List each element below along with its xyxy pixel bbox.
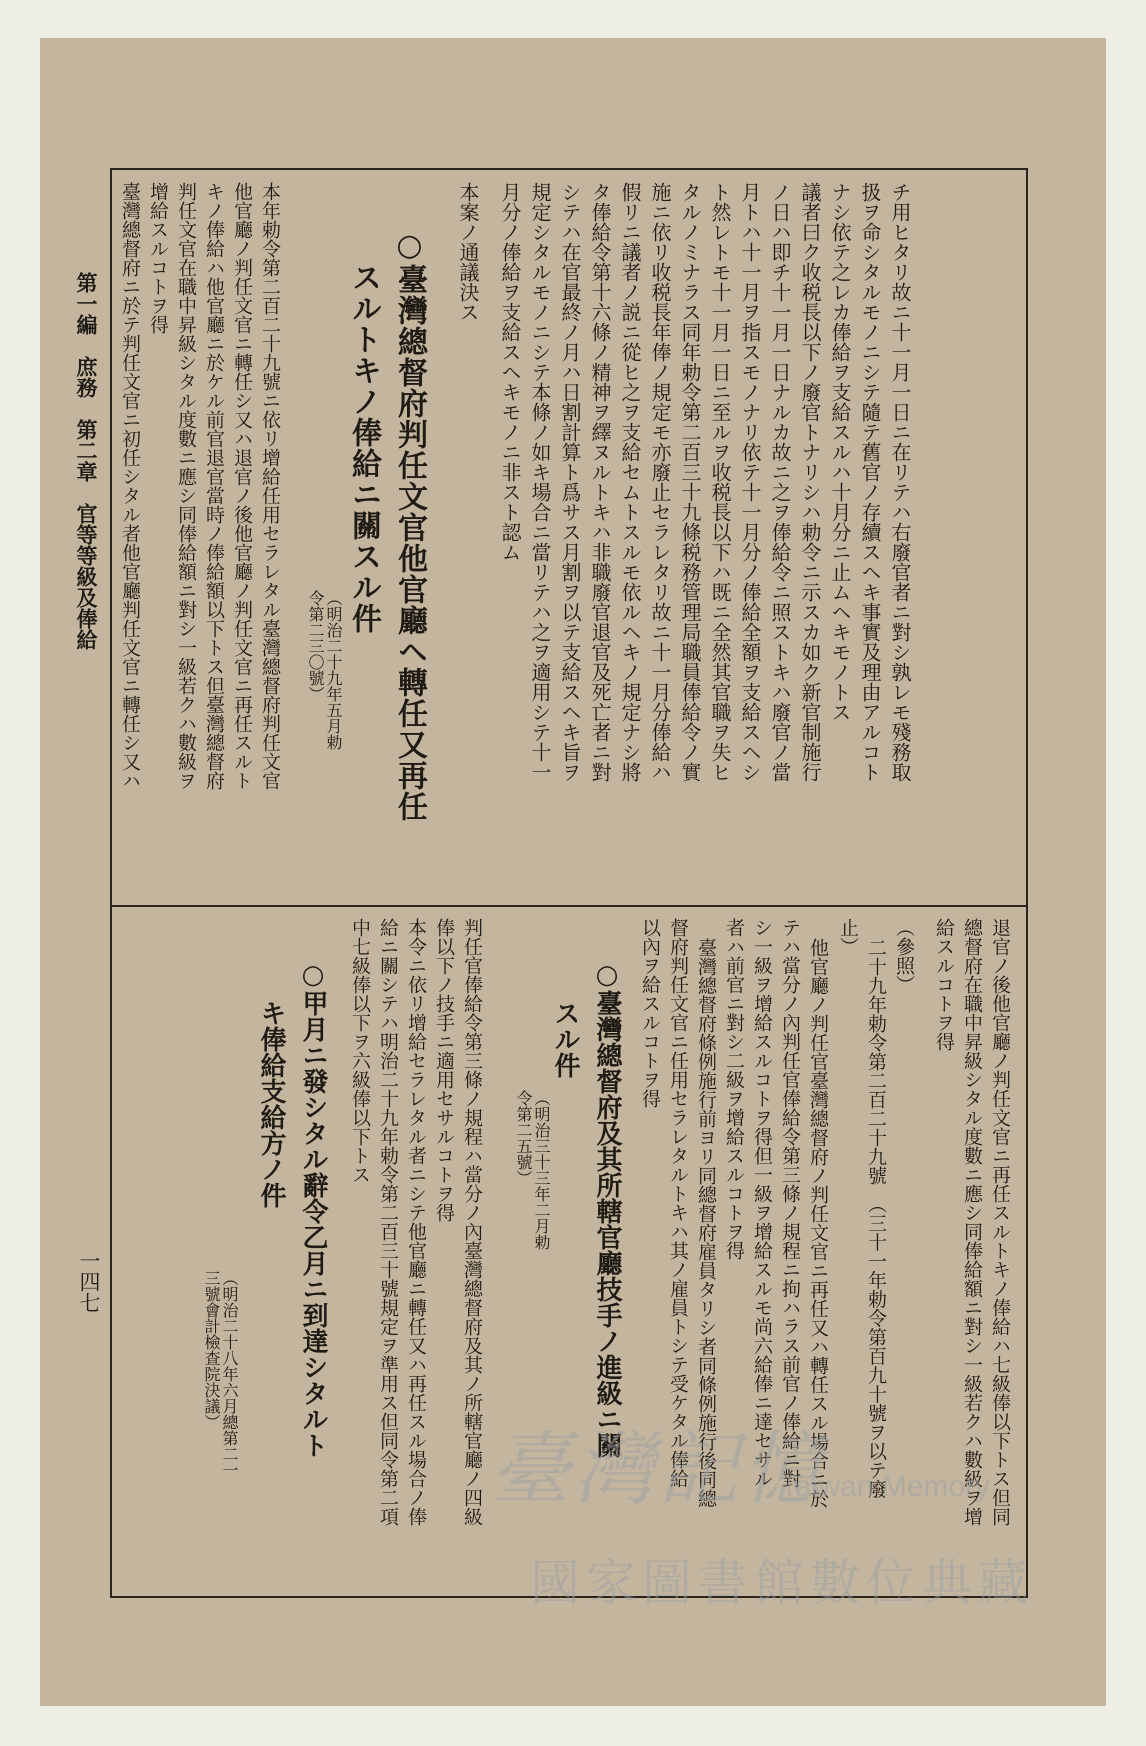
reference-heading: 二十九年勅令第二百二十九號 （三十一年勅令第百九十號ヲ以テ廢 [865, 938, 887, 1499]
text-column: 扱ヲ命シタルモノニシテ隨テ舊官ノ存續スヘキ事實及理由アルコト [858, 182, 882, 782]
text-column: 議者曰ク收税長以下ノ廢官トナリシハ勅令ニ示スカ如ク新官制施行 [798, 182, 822, 782]
reference-heading-end: 止） [837, 918, 859, 956]
chapter-footer: 第一編 庶務 第二章 官等等級及俸給 [74, 272, 99, 650]
article-citation: （明治二十八年六月總第二一三號會計檢查院決議） [202, 1270, 239, 1478]
text-column: 總督府在職中昇級シタル度數ニ應シ同俸給額ニ對シ一級若クハ數級ヲ增 [961, 918, 983, 1526]
text-column: ナシ依テ之レカ俸給ヲ支給スルハ十月分ニ止ムヘキモノトス [828, 182, 852, 722]
text-column: 本令ニ依リ增給セラレタル者ニシテ他官廳ニ轉任又ハ再任スル場合ノ俸 [405, 918, 427, 1526]
text-column: 施ニ依リ收税長年俸ノ規定モ亦廢止セラレタリ故ニ十一月分俸給ハ [648, 182, 672, 782]
article-title: ○甲月ニ發シタル辭令乙月ニ到達シタルト [298, 960, 328, 1458]
text-column: 他官廳ノ判任文官ニ轉任シ又ハ退官ノ後他官廳ノ判任文官ニ再任スルト [231, 182, 253, 790]
article-title-line2: スル件 [550, 1000, 580, 1078]
text-column: 者ハ前官ニ對シ二級ヲ增給スルコトヲ得 [723, 918, 745, 1260]
article-title: ○臺灣總督府及其所轄官廳技手ノ進級ニ關 [592, 960, 622, 1458]
text-column: 俸以下ノ技手ニ適用セサルコトヲ得 [433, 918, 455, 1222]
article-title: ○臺灣總督府判任文官他官廳ヘ轉任又再任 [392, 228, 427, 822]
library-watermark [490, 1395, 1090, 1655]
text-column: 月分ノ俸給ヲ支給スヘキモノニ非スト認ム [498, 182, 522, 562]
article-title-line2: キ俸給支給方ノ件 [256, 1000, 286, 1208]
text-column: 給スルコトヲ得 [933, 918, 955, 1051]
text-column: 增給スルコトヲ得 [147, 182, 169, 334]
text-column: 規定シタルモノニシテ本條ノ如キ場合ニ當リテハ之ヲ適用シテ十一 [528, 182, 552, 782]
text-column: 臺灣總督府ニ於テ判任文官ニ初任シタル者他官廳判任文官ニ轉任シ又ハ [119, 182, 141, 790]
text-column: ト然レトモ十一月一日ニ至ルヲ收税長以下ハ既ニ全然其官職ヲ失ヒ [708, 182, 732, 782]
text-column: テハ當分ノ內判任官俸給令第三條ノ規程ニ拘ハラス前官ノ俸給ニ對 [779, 918, 801, 1488]
text-column: タ俸給令第十六條ノ精神ヲ繹ヌルトキハ非職廢官退官及死亡者ニ對 [588, 182, 612, 782]
reference-label: （參照） [893, 918, 915, 994]
page-number: 一四七 [77, 1250, 101, 1313]
watermark-chinese-text: 國家圖書館數位典藏 [530, 1554, 1034, 1612]
text-column: 判任文官在職中昇級シタル度數ニ應シ同俸給額ニ對シ一級若クハ數級ヲ [175, 182, 197, 790]
text-column: シテハ在官最終ノ月ハ日割計算ト爲サス月割ヲ以テ支給スヘキ旨ヲ [558, 182, 582, 782]
article-title-line2: スルトキノ俸給ニ關スル件 [346, 262, 381, 634]
article-citation: （明治二十九年五月勅令第二三〇號） [306, 590, 343, 750]
text-column: 給ニ關シテハ明治二十九年勅令第二百三十號規定ヲ準用ス但同令第二項 [377, 918, 399, 1526]
text-column: 臺灣總督府條例施行前ヨリ同總督府雇員タリシ者同條例施行後同總 [695, 938, 717, 1508]
text-column: 判任官俸給令第三條ノ規程ハ當分ノ內臺灣總督府及其ノ所轄官廳ノ四級 [461, 918, 483, 1526]
text-column: 假リニ議者ノ説ニ從ヒ之ヲ支給セムトスルモ依ルヘキノ規定ナシ將 [618, 182, 642, 782]
text-column: 督府判任文官ニ任用セラレタルトキハ其ノ雇員トシテ受ケタル俸給 [667, 918, 689, 1488]
text-column: 月トハ十一月ヲ指スモノナリ依テ十一月分ノ俸給全額ヲ支給スヘシ [738, 182, 762, 782]
text-column: シ一級ヲ增給スルコトヲ得但一級ヲ增給スルモ尚六給俸ニ達セサル [751, 918, 773, 1488]
text-column: 本年勅令第二百二十九號ニ依リ增給任用セラレタル臺灣總督府判任文官 [259, 182, 281, 790]
watermark-english-text: Taiwan Memory [780, 1470, 991, 1503]
text-column: キノ俸給ハ他官廳ニ於ケル前官退官當時ノ俸給額以下トス但臺灣總督府 [203, 182, 225, 790]
text-column: タルノミナラス同年勅令第二百三十九條税務管理局職員俸給令ノ實 [678, 182, 702, 782]
text-column: 他官廳ノ判任官臺灣總督府ノ判任文官ニ再任又ハ轉任スル場合ニ於 [807, 938, 829, 1508]
text-column: 以內ヲ給スルコトヲ得 [639, 918, 661, 1108]
resolution-text: 本案ノ通議決ス [456, 182, 480, 322]
article-citation: （明治三十三年二月勅令第二五號） [514, 1090, 551, 1250]
text-column: チ用ヒタリ故ニ十一月一日ニ在リテハ右廢官者ニ對シ孰レモ殘務取 [888, 182, 912, 782]
section-divider [110, 905, 1028, 907]
text-column: 退官ノ後他官廳ノ判任文官ニ再任スルトキノ俸給ハ七級俸以下トス但同 [989, 918, 1011, 1526]
text-column: ノ日ハ即チ十一月一日ナルカ故ニ之ヲ俸給令ニ照ストキハ廢官ノ當 [768, 182, 792, 782]
text-column: 中七級俸以下ヲ六級俸以下トス [349, 918, 371, 1184]
watermark-large-text: 臺灣記憶 [490, 1423, 826, 1516]
